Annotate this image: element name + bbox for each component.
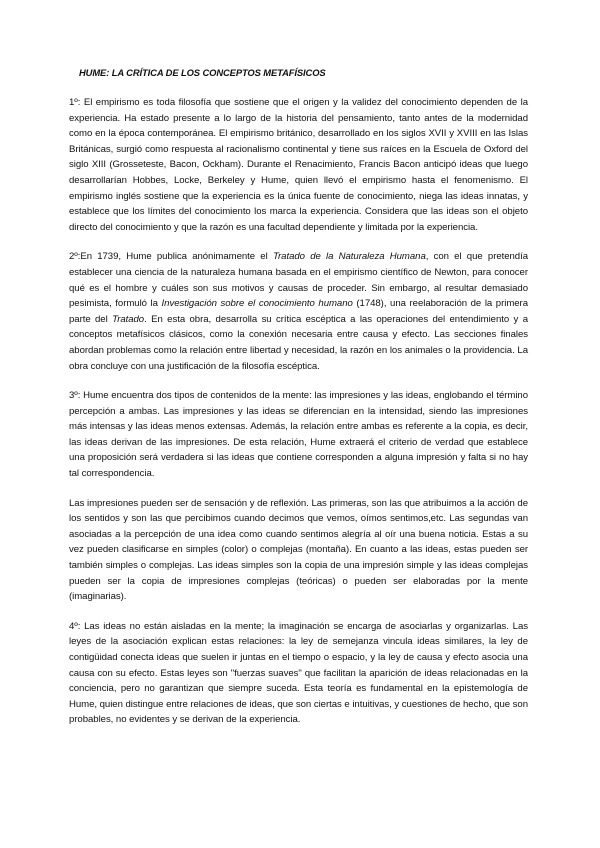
- document-title: HUME: LA CRÍTICA DE LOS CONCEPTOS METAFÍSICOS: [79, 67, 326, 78]
- book-title-tratado-short: Tratado: [112, 313, 145, 325]
- paragraph-text: 2º:En 1739, Hume publica anónimamente el: [69, 251, 273, 263]
- paragraph-text: , con el que pretendía establecer una ciencia de la naturaleza humana basada en el empirismo científico de Newton, para conocer qué es el hombre y cuáles son sus motivos y causas de proceder. Sin embargo, al resultar demasiado pesimista, formuló la: [69, 251, 528, 310]
- book-title-investigacion: Investigación sobre el conocimiento humano: [161, 298, 353, 310]
- paragraph-4: [69, 496, 528, 605]
- paragraph-text: 4º: Las ideas no están aisladas en la mente; la imaginación se encarga de asociarlas y organizarlas. Las leyes de la asociación explican estas relaciones: la ley de semejanza vincula ideas similares, la ley de contigüidad conecta ideas que suelen ir juntas en el tiempo o espacio, y la ley de causa y efecto asocia una causa con su efecto. Estas leyes son "fuerzas suaves" que facilitan la aparición de ideas relacionadas en la conciencia, pero no garantizan que siempre suceda. Esta teoría es fundamental en la epistemología de Hume, quien distingue entre relaciones de ideas, que son ciertas e intuitivas, y cuestiones de hecho, que son probables, no evidentes y se derivan de la experiencia.: [69, 620, 528, 726]
- paragraph-2: [69, 249, 528, 374]
- paragraph-1: [69, 95, 528, 235]
- paragraph-text: (1748), una reelaboración de la primera parte del: [69, 298, 528, 325]
- paragraph-text: Las impresiones pueden ser de sensación y de reflexión. Las primeras, son las que atribuimos a la acción de los sentidos y son las que percibimos cuando decimos que vemos, oímos sentimos,etc. Las segundas van asociadas a la percepción de una idea como cuando sentimos alegría al oír una buena noticia. Estas a su vez pueden clasificarse en simples (color) o complejas (montaña). En cuanto a las ideas, estas pueden ser también simples o complejas. Las ideas simples son la copia de una impresión simple y las ideas complejas pueden ser la copia de impresiones complejas (teóricas) o pueden ser elaboradas por la mente (imaginarias).: [69, 497, 528, 603]
- paragraph-5: [69, 619, 528, 728]
- paragraph-text: 3º: Hume encuentra dos tipos de contenidos de la mente: las impresiones y las ideas, englobando el término percepción a ambas. Las impresiones y las ideas se diferencian en la intensidad, siendo las impresiones más intensas y las ideas menos extensas. Además, la relación entre ambas es referente a la copia, es decir, las ideas derivan de las impresiones. De esta relación, Hume extraerá el criterio de verdad que establece una proposición será verdadera si las ideas que contiene corresponden a alguna impresión y falta si no hay tal correspondencia.: [69, 390, 528, 480]
- document-page: [69, 66, 528, 742]
- paragraph-text: . En esta obra, desarrolla su crítica escéptica a las operaciones del entendimiento y a conceptos metafísicos clásicos, como la conexión necesaria entre causa y efecto. Las secciones finales abordan problemas como la relación entre libertad y necesidad, la razón en los animales o la providencia. La obra concluye con una justificación de la filosofía escéptica.: [69, 313, 528, 372]
- paragraph-text: 1º: El empirismo es toda filosofía que sostiene que el origen y la validez del conocimiento dependen de la experiencia. Ha estado presente a lo largo de la historia del pensamiento, tanto antes de la modernidad como en la época contemporánea. El empirismo británico, desarrollado en los siglos XVII y XVIII en las Islas Británicas, surgió como respuesta al racionalismo continental y tiene sus raíces en la Escuela de Oxford del siglo XIII (Grosseteste, Bacon, Ockham). Durante el Renacimiento, Francis Bacon anticipó ideas que luego desarrollarían Hobbes, Locke, Berkeley y Hume, quien llevó el empirismo hasta el fenomenismo. El empirismo inglés sostiene que la experiencia es la única fuente de conocimiento, niega las ideas innatas, y establece que los límites del conocimiento los marca la experiencia. Considera que las ideas son el objeto directo del conocimiento y que la razón es una facultad dependiente y limitada por la experiencia.: [69, 97, 528, 233]
- paragraph-3: [69, 388, 528, 482]
- book-title-tratado: Tratado de la Naturaleza Humana: [272, 251, 426, 263]
